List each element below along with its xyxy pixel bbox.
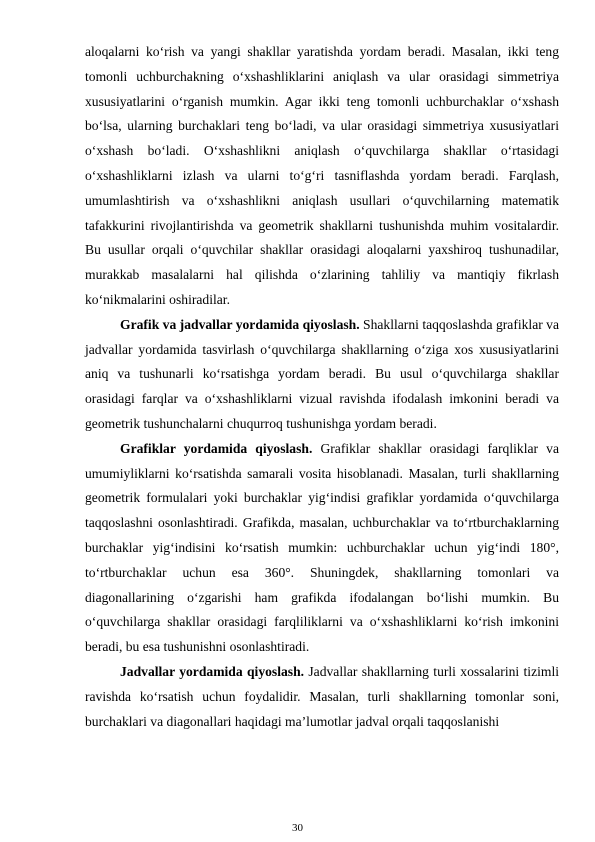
paragraph-table-comparison [85, 660, 559, 734]
section-heading: Grafiklar yordamida qiyoslash. [120, 440, 313, 456]
paragraph-text: aloqalarni ko‘rish va yangi shakllar yaratishda yordam beradi. Masalan, ikki teng tomonli uchburchakning o‘xshashliklarini aniqlash va ular orasidagi simmetriya xususiyatlarini o‘rganish mumkin. Agar ikki teng tomonli uchburchaklar o‘xshash bo‘lsa, ularning burchaklari teng bo‘ladi, va ular orasidagi simmetriya xususiyatlari o‘xshash bo‘ladi. O‘xshashlikni aniqlash o‘quvchilarga shakllar o‘rtasidagi o‘xshashliklarni izlash va ularni to‘g‘ri tasniflashda yordam beradi. Farqlash, umumlashtirish va o‘xshashlikni aniqlash usullari o‘quvchilarning matematik tafakkurini rivojlantirishda va geometrik shakllarni tushunishda muhim vositalardir. Bu usullar orqali o‘quvchilar shakllar orasidagi aloqalarni yaxshiroq tushunadilar, murakkab masalalarni hal qilishda o‘zlarining tahliliy va mantiqiy fikrlash ko‘nikmalarini oshiradilar. [85, 44, 559, 307]
section-heading: Jadvallar yordamida qiyoslash. [120, 663, 305, 679]
paragraph-graph-comparison [85, 437, 559, 660]
paragraph-continuation [85, 40, 559, 313]
paragraph-graphs-and-tables [85, 313, 559, 437]
document-page [85, 40, 559, 734]
paragraph-text: Jadvallar shakllarning turli xossalarini tizimli ravishda ko‘rsatish uchun foydalidir. Masalan, turli shakllarning tomonlar soni, burchaklari va diagonallari haqidagi ma’lumotlar jadval orqali taqqoslanishi [85, 663, 560, 729]
page-number: 30 [292, 822, 303, 834]
section-heading: Grafik va jadvallar yordamida qiyoslash. [120, 316, 360, 332]
paragraph-text: Shakllarni taqqoslashda grafiklar va jadvallar yordamida tasvirlash o‘quvchilarga shakllarning o‘ziga xos xususiyatlarini aniq va tushunarli ko‘rsatishga yordam beradi. Bu usul o‘quvchilarga shakllar orasidagi farqlar va o‘xshashliklarni vizual ravishda ifodalash imkonini beradi va geometrik tushunchalarni chuqurroq tushunishga yordam beradi. [85, 316, 559, 431]
paragraph-text: Grafiklar shakllar orasidagi farqliklar va umumiyliklarni ko‘rsatishda samarali vosita hisoblanadi. Masalan, turli shakllarning geometrik formulalari yoki burchaklar yig‘indisi grafiklar yordamida o‘quvchilarga taqqoslashni osonlashtiradi. Grafikda, masalan, uchburchaklar va to‘rtburchaklarning burchaklar yig‘indisini ko‘rsatish mumkin: uchburchaklar uchun yig‘indi 180°, to‘rtburchaklar uchun esa 360°. Shuningdek, shakllarning tomonlari va diagonallarining o‘zgarishi ham grafikda ifodalangan bo‘lishi mumkin. Bu o‘quvchilarga shakllar orasidagi farqliliklarni va o‘xshashliklarni ko‘rish imkonini beradi, bu esa tushunishni osonlashtiradi. [85, 440, 559, 655]
